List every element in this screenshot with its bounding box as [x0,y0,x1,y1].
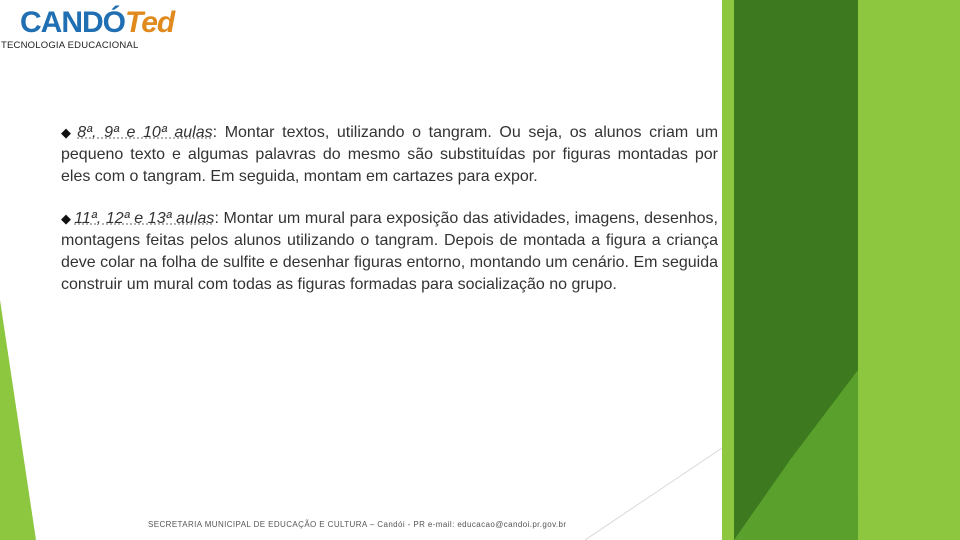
left-green-shape [0,300,36,540]
paragraph-lessons-8-10 [61,122,718,188]
logo-wordmark [20,6,174,40]
paragraph-lessons-11-13 [61,208,718,296]
footer-text: SECRETARIA MUNICIPAL DE EDUCAÇÃO E CULTURA – Candói - PR e-mail: educacao@candoi.pr.gov.br [148,520,567,529]
logo-tagline: TECNOLOGIA EDUCACIONAL [1,40,139,51]
paragraph-text: : Montar textos, utilizando o tangram. Ou seja, os alunos criam um pequeno texto e algumas palavras do mesmo são substituídas por figuras montadas por eles com o tangram. Em seguida, montam em cartazes para expor. [61,124,719,185]
diagonal-line [585,448,722,540]
thin-green-stripe [722,0,734,540]
logo [8,4,175,40]
paragraph-lead: 8ª, 9ª e 10ª aulas [77,124,213,141]
diamond-bullet-icon: ◆ [61,125,75,140]
logo-brand-accent: Ted [125,6,175,39]
paragraph-lead: 11ª, 12ª e 13ª aulas [74,210,215,227]
paragraph-text: : Montar um mural para exposição das atividades, imagens, desenhos, montagens feitas pelos alunos utilizando o tangram. Depois de montada a figura a criança deve colar na folha de sulfite e desenhar figuras entorno, montando um cenário. Em seguida construir um mural com todas as figuras formadas para socialização no grupo. [61,210,718,293]
logo-brand-main: CANDÓ [20,6,125,39]
slide-content [61,122,718,316]
diamond-bullet-icon: ◆ [61,211,72,226]
